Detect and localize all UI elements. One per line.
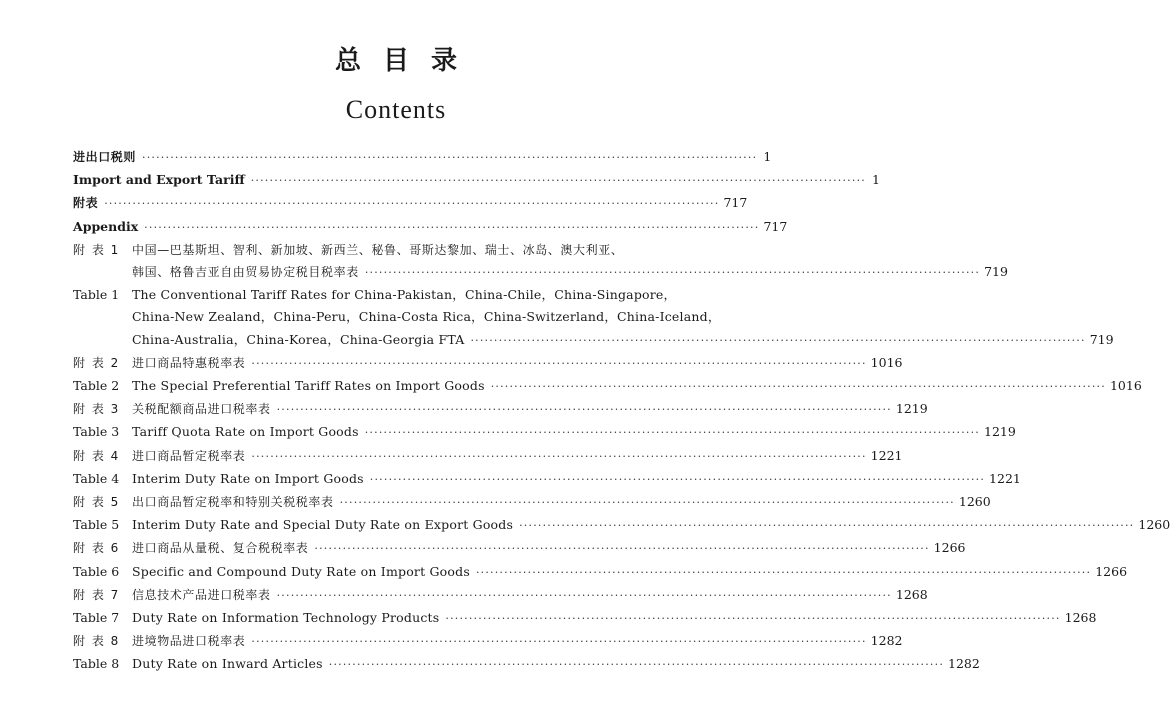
dot-leader: ··································································································································· [364, 266, 981, 280]
dot-leader: ··································································································································· [144, 220, 760, 234]
entry-title: 出口商品暂定税率和特别关税税率表 [132, 495, 334, 510]
page-number: 1219 [984, 424, 1016, 440]
entry-label: Table 4 [73, 470, 120, 486]
page-number: 1016 [1109, 378, 1142, 394]
dot-leader: ··································································································································· [339, 496, 955, 510]
entry-title: 进境物品进口税率表 [132, 634, 246, 649]
dot-leader: ··································································································································· [475, 565, 1092, 579]
page-number: 1016 [870, 354, 903, 370]
toc-entry-table-8-en[interactable] [73, 653, 980, 676]
entry-title: The Special Preferential Tariff Rates on Import Goods [132, 378, 485, 394]
page-number: 1268 [1064, 610, 1097, 626]
toc-entry-appendix-table-2-cn[interactable] [73, 352, 903, 375]
entry-title: Interim Duty Rate and Special Duty Rate on Export Goods [132, 517, 514, 533]
entry-title: Duty Rate on Inward Articles [132, 656, 323, 672]
entry-label: 附 表 5 [73, 495, 120, 510]
entry-label: Table 7 [73, 610, 120, 626]
entry-title: 韩国、格鲁吉亚自由贸易协定税目税率表 [132, 265, 359, 280]
entry-title: 进口商品特惠税率表 [132, 355, 246, 370]
page-number: 1268 [895, 586, 928, 602]
page-number: 717 [723, 195, 748, 211]
toc-entry-appendix-table-4-cn[interactable] [73, 445, 903, 468]
page-number: 717 [763, 218, 788, 234]
entry-title: Specific and Compound Duty Rate on Import Goods [132, 563, 470, 579]
entry-title: Import and Export Tariff [73, 172, 245, 188]
dot-leader: ··································································································································· [276, 403, 892, 417]
entry-title: Interim Duty Rate on Import Goods [132, 470, 364, 486]
entry-label: 附 表 8 [73, 634, 120, 649]
dot-leader: ··································································································································· [445, 612, 1061, 626]
toc-entry-appendix-table-6-cn[interactable] [73, 537, 966, 560]
page-number: 1221 [870, 447, 903, 463]
entry-label: Table 1 [73, 287, 120, 303]
toc-entry-appendix-table-1-cn[interactable] [73, 239, 1008, 284]
dot-leader: ··································································································································· [250, 174, 866, 188]
entry-label: 附 表 6 [73, 541, 120, 556]
dot-leader: ··································································································································· [251, 635, 867, 649]
dot-leader: ··································································································································· [364, 426, 980, 440]
toc-entry-table-7-en[interactable] [73, 607, 1097, 630]
entry-label: Table 3 [73, 424, 120, 440]
toc-entry-appendix-table-3-cn[interactable] [73, 398, 928, 421]
entry-title: 关税配额商品进口税率表 [132, 402, 271, 417]
page-number: 719 [984, 264, 1008, 280]
page-number: 1266 [1095, 563, 1128, 579]
dot-leader: ··································································································································· [104, 197, 720, 211]
entry-label: Table 5 [73, 517, 120, 533]
toc-entry-table-1-en[interactable] [73, 284, 1114, 352]
dot-leader: ··································································································································· [276, 588, 892, 602]
dot-leader: ··································································································································· [328, 658, 945, 672]
title-english: Contents [345, 95, 447, 124]
page-number: 719 [1089, 331, 1114, 347]
page-number: 1282 [948, 656, 980, 672]
entry-label: 附 表 2 [73, 355, 120, 370]
toc-entry-table-5-en[interactable] [73, 514, 1170, 537]
toc-entry-table-3-en[interactable] [73, 421, 1016, 444]
toc-entry-appendix-table-8-cn[interactable] [73, 630, 903, 653]
toc-entry-appendix-cn[interactable] [73, 192, 748, 215]
entry-title: 信息技术产品进口税率表 [132, 587, 271, 602]
entry-label: 附 表 3 [73, 402, 120, 417]
dot-leader: ··································································································································· [314, 542, 930, 556]
toc-entry-tariff-en[interactable] [73, 169, 880, 192]
page-number: 1260 [958, 494, 991, 510]
toc-entry-tariff-cn[interactable] [73, 146, 772, 169]
table-of-contents [73, 146, 1170, 677]
toc-entry-table-4-en[interactable] [73, 468, 1021, 491]
dot-leader: ··································································································································· [251, 356, 867, 370]
entry-label: 附 表 1 [73, 242, 120, 257]
dot-leader: ··································································································································· [369, 472, 986, 486]
entry-label: Table 6 [73, 563, 120, 579]
title-chinese: 总目录 [334, 46, 479, 76]
toc-entry-appendix-en[interactable] [73, 216, 788, 239]
page-number: 1266 [933, 540, 966, 556]
entry-label: Table 8 [73, 656, 120, 672]
entry-title: Duty Rate on Information Technology Products [132, 610, 440, 626]
page-number: 1221 [989, 470, 1021, 486]
toc-entry-table-2-en[interactable] [73, 375, 1142, 398]
page-number: 1219 [895, 401, 928, 417]
page-number: 1 [872, 172, 880, 188]
dot-leader: ··································································································································· [470, 333, 1086, 347]
entry-title: Tariff Quota Rate on Import Goods [132, 424, 359, 440]
entry-label: 附 表 4 [73, 448, 120, 463]
entry-title: 进口商品暂定税率表 [132, 448, 246, 463]
toc-entry-appendix-table-5-cn[interactable] [73, 491, 991, 514]
page-number: 1 [763, 149, 772, 164]
entry-title: Appendix [73, 218, 139, 234]
entry-title: 进口商品从量税、复合税税率表 [132, 541, 309, 556]
entry-label: 附 表 7 [73, 587, 120, 602]
entry-title: China-Australia，China-Korea，China-Georgia FTA [132, 331, 465, 347]
entry-title-line: The Conventional Tariff Rates for China-Pakistan，China-Chile，China-Singapore， [132, 287, 677, 303]
entry-label: Table 2 [73, 378, 120, 394]
toc-entry-appendix-table-7-cn[interactable] [73, 584, 928, 607]
entry-title: 附表 [73, 196, 99, 211]
page-number: 1260 [1138, 517, 1170, 533]
toc-entry-table-6-en[interactable] [73, 561, 1128, 584]
entry-title-line: 中国—巴基斯坦、智利、新加坡、新西兰、秘鲁、哥斯达黎加、瑞士、冰岛、澳大利亚、 [132, 242, 624, 257]
dot-leader: ··································································································································· [519, 519, 1135, 533]
dot-leader: ··································································································································· [142, 151, 758, 164]
entry-title: 进出口税则 [73, 150, 137, 164]
page-number: 1282 [870, 633, 903, 649]
dot-leader: ··································································································································· [490, 380, 1106, 394]
dot-leader: ··································································································································· [251, 449, 867, 463]
entry-title-line: China-New Zealand，China-Peru，China-Costa Rica，China-Switzerland，China-Iceland， [132, 309, 721, 325]
